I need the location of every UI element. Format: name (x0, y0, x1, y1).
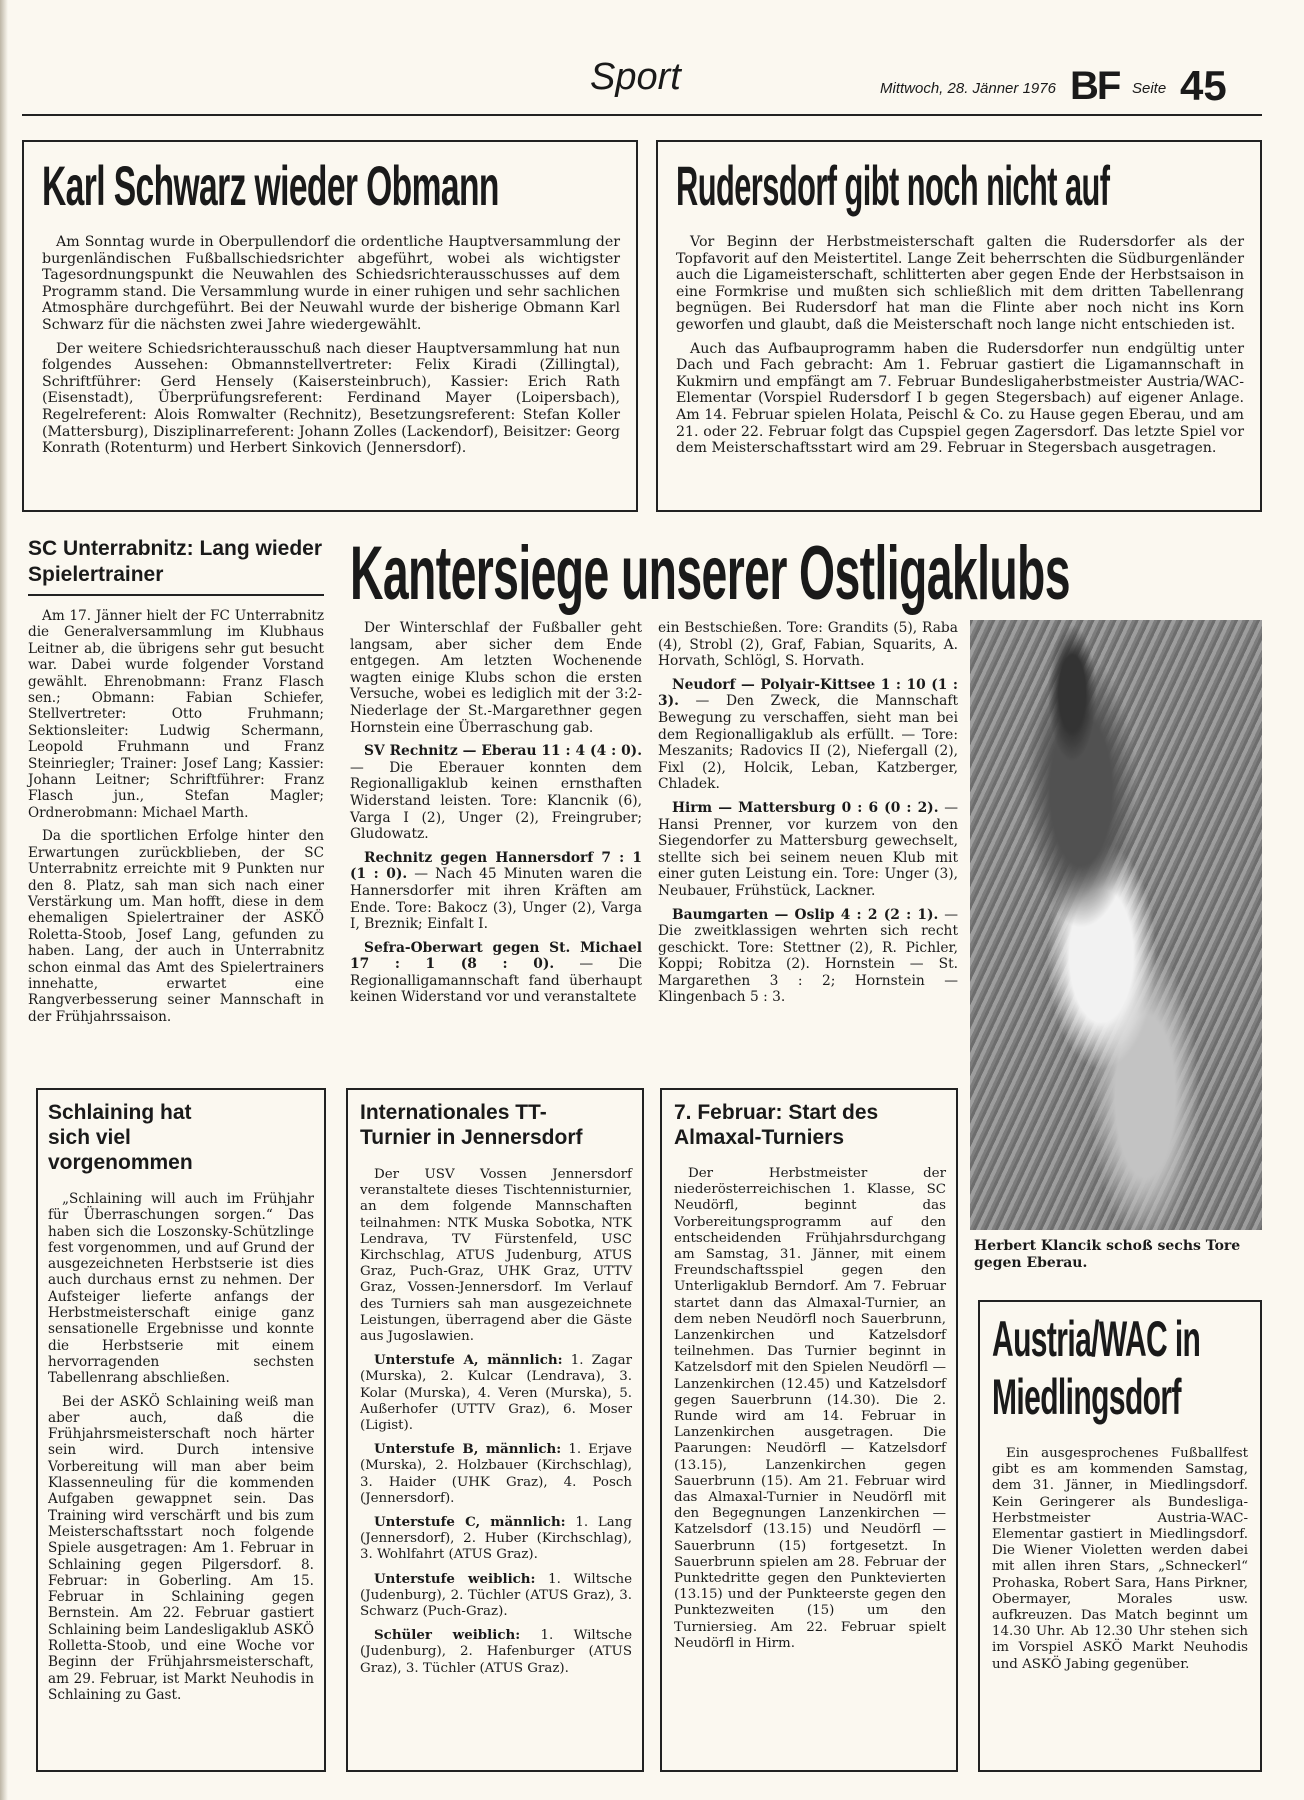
paragraph: Schüler weiblich: 1. Wiltsche (Judenburg), 2. Hafenburger (ATUS Graz), 3. Tüchler (ATUS Graz). (360, 1627, 632, 1676)
headline-austria-line-2: Miedlingsdorf (992, 1369, 1181, 1425)
headline-rudersdorf: Rudersdorf gibt noch nicht auf (676, 154, 1110, 217)
paragraph: Am Sonntag wurde in Oberpullendorf die ordentliche Hauptversammlung der burgenländischen Fußballschiedsrichter abgeführt, wobei als wichtigster Tagesordnungspunkt die Neuwahlen des Schiedsrichterausschusses auf dem Programm stand. Die Versammlung wurde in einer ruhigen und sehr sachlichen Atmosphäre durchgeführt. Bei der Neuwahl wurde der bisherige Obmann Karl Schwarz für die nächsten zwei Jahre wiedergewählt. (42, 234, 620, 333)
report-paragraph: SV Rechnitz — Eberau 11 : 4 (4 : 0). — Die Eberauer konnten dem Regionalligaklub keinen ernsthaften Widerstand leisten. Tore: Klancnik (6), Varga I (2), Unger (2), Freingruber; Gludowatz. (350, 743, 642, 843)
paragraph: Der USV Vossen Jennersdorf veranstaltete dieses Tischtennisturnier, an dem folgende Mannschaften teilnahmen: NTK Muska Sobotka, NTK Lendrava, TV Fürstenfeld, USC Kirchschlag, ATUS Judenburg, ATUS Graz, Puch-Graz, UHK Graz, UTTV Graz, Vossen-Jennersdorf. Im Verlauf des Turniers sah man ausgezeichnete Leistungen, überragend aber die Gäste aus Jugoslawien. (360, 1167, 632, 1345)
paragraph: Unterstufe weiblich: 1. Wiltsche (Judenburg), 2. Tüchler (ATUS Graz), 3. Schwarz (Puch-Graz). (360, 1570, 632, 1620)
photo-caption: Herbert Klancik schoß sechs Tore gegen Eberau. (974, 1238, 1241, 1271)
paragraph: Ein ausgesprochenes Fußballfest gibt es am kommenden Samstag, dem 31. Jänner, in Miedlingsdorf. Kein Geringerer als Bundesliga-Herbstmeister Austria-WAC-Elementar gastiert in Miedlingsdorf. Die Wiener Violetten werden dabei mit allen ihren Stars, „Schneckerl“ Prohaska, Robert Sara, Hans Pirkner, Obermayer, Morales usw. aufkreuzen. Das Match beginnt um 14.30 Uhr. Ab 12.30 Uhr stehen sich im Vorspiel ASKÖ Markt Neuhodis und ASKÖ Jabing gegenüber. (992, 1446, 1248, 1672)
headline-kantersiege: Kantersiege unserer Ostligaklubs (350, 531, 1070, 616)
paragraph: Da die sportlichen Erfolge hinter den Erwartungen zurückblieben, der SC Unterrabnitz erreichte mit 9 Punkten nur den 8. Platz, sah man sich nach einer Verstärkung um. Man hofft, diese in dem ehemaligen Spielertrainer der ASKÖ Roletta-Stoob, Josef Lang, gefunden zu haben. Lang, der auch in Unterrabnitz schon einmal das Amt des Spielertrainers innehatte, erwartet eine Rangverbesserung seiner Mannschaft in der Frühjahrssaison. (28, 828, 324, 1025)
page-label: Seite (1132, 80, 1167, 97)
article-karl-schwarz (22, 140, 638, 512)
report-paragraph: Baumgarten — Oslip 4 : 2 (2 : 1). — Die zweitklassigen wehrten sich recht geschickt. Tore: Stettner (2), R. Pichler, Koppi; Robitza (2). Hornstein — St. Margarethen 3 : 2; Hornstein — Klingenbach 5 : 3. (658, 906, 958, 1006)
paragraph: Unterstufe C, männlich: 1. Lang (Jennersdorf), 2. Huber (Kirchschlag), 3. Wohlfahrt (ATUS Graz). (360, 1514, 632, 1563)
paragraph: „Schlaining will auch im Frühjahr für Überraschungen sorgen.“ Das haben sich die Loszonsky-Schützlinge fest vorgenommen, und auf Grund der ausgezeichneten Herbstserie ist dies auch durchaus ernst zu nehmen. Der Aufsteiger lieferte anfangs der Herbstmeisterschaft einige ganz sensationelle Ergebnisse und konnte die Herbstserie mit einem hervorragenden sechsten Tabellenrang abschließen. (48, 1191, 314, 1387)
paragraph: Bei der ASKÖ Schlaining weiß man aber auch, daß die Frühjahrsmeisterschaft noch härter sein wird. Durch intensive Vorbereitung will man aber beim Klassenneuling für die kommenden Aufgaben gewappnet sein. Das Training wird verschärft und bis zum Meisterschaftsstart noch folgende Spiele ausgetragen: Am 1. Februar in Schlaining gegen Pilgersdorf. 8. Februar: in Goberling. Am 15. Februar in Schlaining gegen Bernstein. Am 22. Februar gastiert Schlaining beim Landesligaklub ASKÖ Rolletta-Stoob, und eine Woche vor Beginn der Frühjahrsmeisterschaft, am 29. Februar, ist Markt Neuhodis in Schlaining zu Gast. (48, 1393, 314, 1703)
article-rudersdorf (656, 140, 1262, 512)
report-paragraph: ein Bestschießen. Tore: Grandits (5), Raba (4), Strobl (2), Graf, Fabian, Squarits, A. Horvath, Schlögl, S. Horvath. (658, 620, 958, 670)
paragraph: Unterstufe A, männlich: 1. Zagar (Murska), 2. Kulcar (Lendrava), 3. Kolar (Murska), 4. Veren (Murska), 5. Außerhofer (UTTV Graz), 6. Moser (Ligist). (360, 1352, 632, 1434)
headline-schlaining: Schlaining hat sich viel vorgenommen (48, 1101, 193, 1174)
paragraph: Vor Beginn der Herbstmeisterschaft galten die Rudersdorfer als der Topfavorit auf den Meistertitel. Lange Zeit beherrschten die Südburgenländer auch die Ligameisterschaft, schlitterten aber gegen Ende der Herbstsaison in eine Formkrise und mußten sich schließlich mit dem dritten Tabellenrang begnügen. Bei Rudersdorf hat man die Flinte aber noch nicht ins Korn geworfen und glaubt, daß die Meisterschaft noch lange nicht entschieden ist. (676, 234, 1244, 333)
report-paragraph: Rechnitz gegen Hannersdorf 7 : 1 (1 : 0). — Nach 45 Minuten waren die Hannersdorfer mit ihren Kräften am Ende. Tore: Bakocz (3), Unger (2), Varga I, Breznik; Einfalt I. (350, 849, 642, 933)
paper-logo: BF (1070, 64, 1120, 108)
report-paragraph: Hirm — Mattersburg 0 : 6 (0 : 2). — Hansi Prenner, vor kurzem von den Siegendorfer zu Mattersburg gewechselt, stellte sich bei seinem neuen Klub mit einer guten Leistung ein. Tore: Unger (3), Neubauer, Frühstück, Lackner. (658, 799, 958, 899)
paragraph: Der weitere Schiedsrichterausschuß nach dieser Hauptversammlung hat nun folgendes Aussehen: Obmannstellvertreter: Felix Kiradi (Zillingtal), Schriftführer: Gerd Hensely (Kaisersteinbruch), Kassier: Erich Rath (Eisenstadt), Überprüfungsreferent: Ferdinand Mayer (Loipersbach), Regelreferent: Alois Romwalter (Rechnitz), Besetzungsreferent: Stefan Koller (Mattersburg), Disziplinarreferent: Johann Zolles (Lackendorf), Beisitzer: Georg Konrath (Rotenturm) und Herbert Sinkovich (Jennersdorf). (42, 340, 620, 457)
page-edge (0, 0, 8, 1800)
section-title: Sport (590, 56, 681, 98)
report-paragraph: Sefra-Oberwart gegen St. Michael 17 : 1 (8 : 0). — Die Regionalligamannschaft fand überhaupt keinen Widerstand vor und veranstaltete (350, 939, 642, 1006)
article-schlaining (36, 1088, 326, 1772)
headline-unterrabnitz: SC Unterrabnitz: Lang wieder Spielertrainer (28, 536, 324, 596)
report-paragraph: Der Winterschlaf der Fußballer geht langsam, aber sicher dem Ende entgegen. Am letzten Wochenende wagten einige Klubs schon die ersten Versuche, wobei es lediglich mit der 3:2-Niederlage der St.-Margarethner gegen Hornstein eine Überraschung gab. (350, 620, 642, 736)
article-almaxal (660, 1088, 958, 1772)
paragraph: Am 17. Jänner hielt der FC Unterrabnitz die Generalversammlung im Klubhaus Leitner ab, die übrigens sehr gut besucht war. Dabei wurde folgender Vorstand gewählt. Ehrenobmann: Franz Flasch sen.; Obmann: Fabian Schiefer, Stellvertreter: Otto Fruhmann; Sektionsleiter: Ludwig Schermann, Leopold Fruhmann und Franz Steinriegler; Trainer: Josef Lang; Kassier: Johann Leitner; Schriftführer: Franz Flasch jun., Stefan Magler; Ordnerobmann: Michael Marth. (28, 608, 324, 821)
issue-date: Mittwoch, 28. Jänner 1976 (880, 80, 1056, 97)
headline-austria-line-1: Austria/WAC in (992, 1311, 1201, 1367)
headline-karl-schwarz: Karl Schwarz wieder Obmann (42, 154, 499, 217)
header-rule (22, 114, 1262, 116)
article-tt-turnier (346, 1088, 644, 1772)
kantersiege-col-2 (658, 620, 958, 1072)
headline-tt-turnier: Internationales TT-Turnier in Jennersdorf (360, 1101, 583, 1149)
report-paragraph: Neudorf — Polyair-Kittsee 1 : 10 (1 : 3). — Den Zweck, die Mannschaft Bewegung zu verschaffen, sieht man bei dem Regionalligaklub als erfüllt. — Tore: Meszanits; Radovics II (2), Niefergall (2), Fixl (2), Holcik, Leban, Katzberger, Chladek. (658, 676, 958, 793)
headline-almaxal: 7. Februar: Start des Almaxal-Turniers (674, 1101, 879, 1149)
player-photo (970, 620, 1262, 1230)
kantersiege-col-1 (350, 620, 642, 1072)
article-austria-wac (978, 1300, 1262, 1772)
article-unterrabnitz (28, 536, 324, 1076)
paragraph: Auch das Aufbauprogramm haben die Rudersdorfer nun endgültig unter Dach und Fach gebracht: Am 1. Februar gastiert die Ligamannschaft in Kukmirn und empfängt am 7. Februar Bundesligaherbstmeister Austria/WAC-Elementar (Vorspiel Rudersdorf I b gegen Stegersbach) auf eigener Anlage. Am 14. Februar spielen Holata, Peischl & Co. zu Hause gegen Eberau, und am 21. oder 22. Februar folgt das Cupspiel gegen Zagersdorf. Das letzte Spiel vor dem Meisterschaftsstart wird am 29. Februar in Stegersbach ausgetragen. (676, 340, 1244, 457)
paragraph: Der Herbstmeister der niederösterreichischen 1. Klasse, SC Neudörfl, beginnt das Vorbereitungsprogramm auf den entscheidenden Frühjahrsdurchgang am Samstag, 31. Jänner, mit einem Freundschaftsspiel gegen den Unterligaklub Berndorf. Am 7. Februar startet dann das Almaxal-Turnier, an dem neben Neudörfl noch Sauerbrunn, Lanzenkirchen und Katzelsdorf teilnehmen. Das Turnier beginnt in Katzelsdorf mit den Spielen Neudörfl — Lanzenkirchen (12.45) und Katzelsdorf gegen Sauerbrunn (14.30). Die 2. Runde wird am 14. Februar in Lanzenkirchen ausgetragen. Die Paarungen: Neudörfl — Katzelsdorf (13.15), Lanzenkirchen gegen Sauerbrunn (15). Am 21. Februar wird das Almaxal-Turnier in Neudörfl mit den Begegnungen Lanzenkirchen — Katzelsdorf (13.15) und Neudörfl — Sauerbrunn (15) fortgesetzt. In Sauerbrunn spielen am 28. Februar der Punktedritte gegen den Punktevierten (13.15) und der Punkteerste gegen den Punktezweiten (15) um den Turniersieg. Am 22. Februar spielt Neudörfl in Hirm. (674, 1166, 946, 1651)
page-number: 45 (1180, 62, 1227, 109)
paragraph: Unterstufe B, männlich: 1. Erjave (Murska), 2. Holzbauer (Kirchschlag), 3. Haider (UHK Graz), 4. Posch (Jennersdorf). (360, 1441, 632, 1506)
